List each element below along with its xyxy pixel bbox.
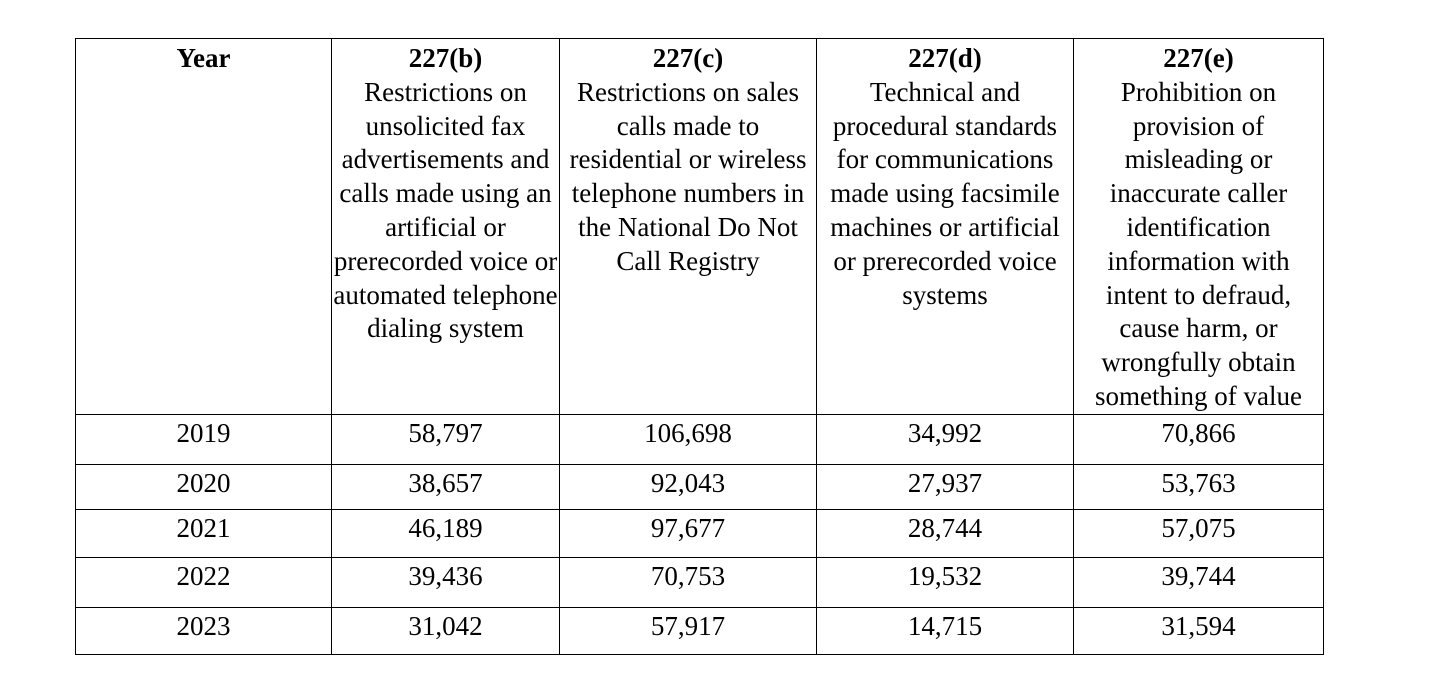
- cell-227d: 27,937: [817, 464, 1074, 509]
- header-row: [76, 39, 1324, 415]
- header-227d: [817, 39, 1074, 415]
- cell-227e: 39,744: [1074, 557, 1324, 607]
- cell-227e: 70,866: [1074, 414, 1324, 464]
- cell-227d: 19,532: [817, 557, 1074, 607]
- table-row: [76, 607, 1324, 654]
- complaints-table: [75, 38, 1324, 655]
- cell-227e: 31,594: [1074, 607, 1324, 654]
- header-227e: [1074, 39, 1324, 415]
- cell-227c: 106,698: [560, 414, 817, 464]
- header-227e-description: Prohibition on provision of misleading or inaccurate caller identification information with intent to defraud, cause harm, or wrongfully obtain something of value: [1095, 76, 1302, 411]
- header-227e-code: 227(e): [1163, 43, 1234, 73]
- header-227c-description: Restrictions on sales calls made to residential or wireless telephone numbers in the National Do Not Call Registry: [569, 76, 807, 276]
- cell-year: 2019: [76, 414, 332, 464]
- cell-227d: 34,992: [817, 414, 1074, 464]
- table-row: [76, 509, 1324, 557]
- cell-year: 2020: [76, 464, 332, 509]
- header-year: [76, 39, 332, 415]
- header-year-label: Year: [176, 43, 231, 73]
- cell-227b: 38,657: [332, 464, 560, 509]
- cell-227c: 70,753: [560, 557, 817, 607]
- table-row: [76, 464, 1324, 509]
- cell-227e: 57,075: [1074, 509, 1324, 557]
- header-227b-code: 227(b): [408, 43, 483, 73]
- cell-year: 2022: [76, 557, 332, 607]
- header-227d-code: 227(d): [908, 43, 982, 73]
- cell-227d: 28,744: [817, 509, 1074, 557]
- cell-year: 2021: [76, 509, 332, 557]
- cell-227b: 46,189: [332, 509, 560, 557]
- header-227c: [560, 39, 817, 415]
- cell-227c: 97,677: [560, 509, 817, 557]
- cell-227b: 31,042: [332, 607, 560, 654]
- header-227b-description: Restrictions on unsolicited fax advertisements and calls made using an artificial or prerecorded voice or automated telephone dialing system: [333, 76, 558, 344]
- header-227b: [332, 39, 560, 415]
- cell-year: 2023: [76, 607, 332, 654]
- cell-227d: 14,715: [817, 607, 1074, 654]
- cell-227c: 57,917: [560, 607, 817, 654]
- header-227d-description: Technical and procedural standards for communications made using facsimile machines or artificial or prerecorded voice systems: [830, 76, 1060, 310]
- header-227c-code: 227(c): [652, 43, 724, 73]
- table-row: [76, 557, 1324, 607]
- table-row: [76, 414, 1324, 464]
- cell-227c: 92,043: [560, 464, 817, 509]
- cell-227b: 39,436: [332, 557, 560, 607]
- cell-227e: 53,763: [1074, 464, 1324, 509]
- cell-227b: 58,797: [332, 414, 560, 464]
